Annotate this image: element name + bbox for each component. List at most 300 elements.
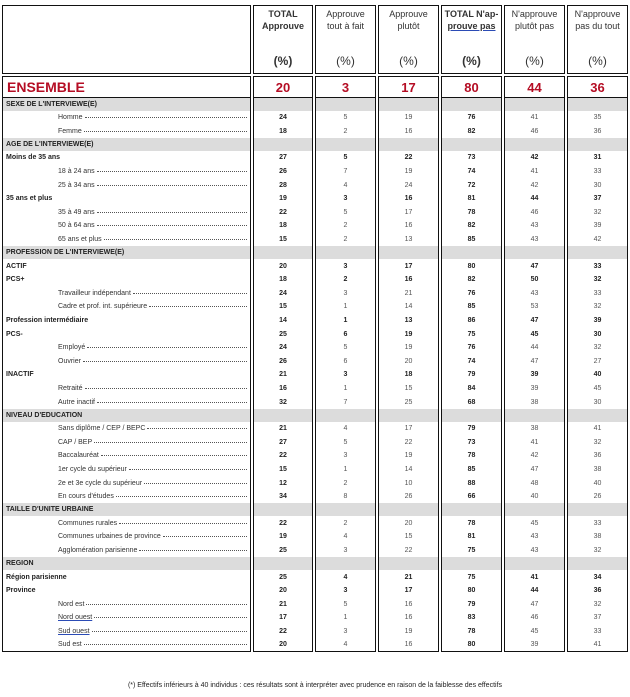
value: 19: [279, 195, 287, 203]
value: 3: [343, 452, 348, 460]
value-cell: [504, 476, 565, 490]
table-row: [2, 368, 628, 382]
value: 36: [593, 587, 602, 595]
row-label: [6, 439, 250, 446]
row-label: [6, 303, 250, 310]
table-row: [2, 422, 628, 436]
value-cell: [504, 382, 565, 396]
value: 76: [467, 289, 476, 297]
section-empty-cell: [253, 98, 313, 111]
value-cell: [441, 449, 502, 463]
row-label: [6, 533, 250, 540]
value: 40: [593, 371, 602, 379]
header-label-cell: [2, 5, 251, 74]
value-cell: [315, 516, 376, 530]
value-cell: [567, 449, 628, 463]
value-cell: [253, 111, 313, 125]
section-empty-cell: [567, 409, 628, 422]
value: 32: [593, 546, 602, 554]
value: 16: [404, 600, 413, 608]
value: 39: [530, 371, 539, 379]
value-cell: [441, 544, 502, 558]
header-napprouve-pas-du-tout: [567, 5, 628, 74]
value: 16: [404, 640, 413, 648]
row-label-text: 2e et 3e cycle du supérieur: [58, 479, 143, 487]
section-empty-cell: [315, 246, 376, 259]
value: 21: [279, 425, 287, 433]
dot-leader: [133, 293, 247, 294]
section-title: SEXE DE L'INTERVIEWE(E): [2, 98, 251, 111]
value: 24: [279, 344, 287, 352]
table-row: [2, 530, 628, 544]
value-cell: [441, 327, 502, 341]
value: 16: [404, 276, 413, 284]
table-row: [2, 125, 628, 139]
value-cell: [504, 192, 565, 206]
value: 76: [467, 344, 476, 352]
value: 18: [279, 127, 287, 135]
value: 72: [467, 181, 476, 189]
table-row: [2, 382, 628, 396]
row-label: [6, 614, 250, 621]
value-cell: [567, 341, 628, 355]
section-empty-cell: [253, 138, 313, 151]
value: 41: [530, 114, 539, 122]
value-cell: [567, 259, 628, 273]
value-cell: [253, 368, 313, 382]
row-label-text: Autre inactif: [58, 398, 95, 406]
value: 83: [467, 614, 476, 622]
value-cell: [567, 435, 628, 449]
value: 1: [343, 614, 348, 622]
value: 38: [530, 398, 539, 406]
value-cell: [504, 625, 565, 639]
value: 27: [279, 438, 287, 446]
table-row: [2, 300, 628, 314]
value-cell: [315, 219, 376, 233]
row-label-text: Travailleur indépendant: [58, 289, 131, 297]
value: 41: [530, 573, 539, 581]
value: 22: [279, 208, 287, 216]
value: 74: [467, 168, 476, 176]
row-label-cell: [2, 165, 251, 179]
value-cell: [378, 178, 439, 192]
row-label: [6, 128, 250, 135]
value-cell: [315, 178, 376, 192]
row-label: [6, 236, 250, 243]
value: 73: [467, 154, 476, 162]
section-empty-cell: [504, 409, 565, 422]
value: 22: [279, 627, 287, 635]
value: 32: [279, 398, 287, 406]
table-row: [2, 355, 628, 369]
value: 20: [404, 519, 413, 527]
value-cell: [441, 314, 502, 328]
ensemble-value: 36: [567, 76, 628, 98]
value-cell: [253, 570, 313, 584]
row-label-text: PCS-: [6, 330, 23, 338]
header-line2: plutôt: [397, 21, 420, 31]
value: 18: [404, 371, 413, 379]
value-cell: [315, 341, 376, 355]
value: 16: [404, 195, 413, 203]
table-row: [2, 463, 628, 477]
value: 18: [279, 222, 287, 230]
value-cell: [315, 355, 376, 369]
header-row: [2, 5, 628, 74]
row-label-cell: [2, 233, 251, 247]
value: 41: [530, 438, 539, 446]
value: 26: [404, 493, 413, 501]
section-empty-cell: [253, 557, 313, 570]
value: 14: [404, 303, 413, 311]
row-label-cell: [2, 111, 251, 125]
header-line1: TOTAL N'ap-: [444, 9, 499, 19]
value-cell: [504, 206, 565, 220]
value: 21: [279, 371, 287, 379]
value-cell: [378, 273, 439, 287]
header-unit: (%): [273, 54, 293, 68]
table-row: [2, 638, 628, 652]
row-label: [6, 601, 250, 608]
value: 42: [530, 452, 539, 460]
row-label-cell: [2, 355, 251, 369]
value-cell: [504, 570, 565, 584]
table-row: [2, 233, 628, 247]
value: 26: [279, 357, 287, 365]
row-label-text: Nord est: [58, 600, 85, 608]
value: 4: [343, 533, 348, 541]
header-line1: N'approuve: [511, 9, 558, 19]
value-cell: [378, 463, 439, 477]
row-label-text: Sud est: [58, 640, 82, 648]
value: 42: [530, 154, 539, 162]
value: 4: [343, 425, 348, 433]
section-empty-cell: [441, 138, 502, 151]
value: 2: [343, 222, 348, 230]
section-empty-cell: [504, 557, 565, 570]
section-header-row: [2, 98, 628, 111]
value-cell: [378, 570, 439, 584]
row-label-cell: [2, 490, 251, 504]
header-line2: prouve pas: [447, 21, 496, 31]
value: 85: [467, 465, 476, 473]
header-unit: (%): [588, 54, 607, 68]
value: 27: [593, 357, 602, 365]
value: 19: [404, 168, 413, 176]
value-cell: [441, 111, 502, 125]
value: 1: [343, 317, 348, 325]
value-cell: [441, 597, 502, 611]
value: 45: [593, 384, 602, 392]
value-cell: [315, 625, 376, 639]
value-cell: [315, 597, 376, 611]
section-empty-cell: [315, 409, 376, 422]
row-label: [6, 466, 250, 473]
table-row: [2, 435, 628, 449]
ensemble-value: 3: [315, 76, 376, 98]
value: 37: [593, 614, 602, 622]
value: 47: [530, 465, 539, 473]
value: 53: [530, 303, 539, 311]
value-cell: [253, 192, 313, 206]
value-cell: [441, 570, 502, 584]
value-cell: [253, 206, 313, 220]
row-label-cell: [2, 638, 251, 652]
value-cell: [441, 355, 502, 369]
value: 41: [530, 168, 539, 176]
value: 19: [404, 330, 413, 338]
row-label-text: En cours d'études: [58, 493, 114, 501]
value-cell: [441, 273, 502, 287]
table-body: [2, 98, 628, 652]
value: 43: [530, 533, 539, 541]
value-cell: [567, 530, 628, 544]
value-cell: [504, 341, 565, 355]
value-cell: [567, 395, 628, 409]
row-label-text: INACTIF: [6, 371, 34, 379]
table-row: [2, 165, 628, 179]
header-approuve-tout-a-fait: [315, 5, 376, 74]
row-label: [6, 520, 250, 527]
row-label: [6, 480, 250, 487]
value: 36: [593, 127, 602, 135]
row-label: [6, 182, 250, 189]
row-label-cell: [2, 544, 251, 558]
value-cell: [441, 395, 502, 409]
value: 47: [530, 600, 539, 608]
row-label: [6, 209, 250, 216]
row-label: [6, 385, 250, 392]
section-empty-cell: [378, 246, 439, 259]
value: 50: [530, 276, 539, 284]
value: 2: [343, 276, 348, 284]
value-cell: [315, 300, 376, 314]
value-cell: [567, 192, 628, 206]
value-cell: [504, 597, 565, 611]
value-cell: [253, 422, 313, 436]
value-cell: [315, 435, 376, 449]
value-cell: [504, 449, 565, 463]
value-cell: [504, 530, 565, 544]
value: 2: [343, 519, 348, 527]
table-row: [2, 192, 628, 206]
value-cell: [253, 125, 313, 139]
value: 43: [530, 546, 539, 554]
dot-leader: [147, 428, 247, 429]
value-cell: [504, 125, 565, 139]
value-cell: [504, 422, 565, 436]
section-title: PROFESSION DE L'INTERVIEWE(E): [2, 246, 251, 259]
value: 15: [279, 236, 287, 244]
table-row: [2, 314, 628, 328]
value: 86: [467, 317, 476, 325]
value: 76: [467, 114, 476, 122]
value-cell: [378, 530, 439, 544]
value: 40: [530, 493, 539, 501]
value-cell: [253, 355, 313, 369]
footnote: (*) Effectifs inférieurs à 40 individus : ces résultats sont à interpréter avec prudence en raison de la faiblesse des effectifs: [127, 682, 503, 689]
value: 33: [593, 168, 602, 176]
row-label-cell: [2, 219, 251, 233]
value: 28: [279, 181, 287, 189]
value-cell: [253, 341, 313, 355]
value: 38: [530, 425, 539, 433]
value-cell: [441, 125, 502, 139]
value: 85: [467, 303, 476, 311]
row-label-cell: [2, 597, 251, 611]
row-label-text: Sud ouest: [58, 627, 90, 635]
value-cell: [253, 476, 313, 490]
value-cell: [504, 151, 565, 165]
value: 25: [404, 398, 413, 406]
value-cell: [441, 611, 502, 625]
dot-leader: [129, 469, 247, 470]
value-cell: [315, 151, 376, 165]
value: 3: [343, 195, 348, 203]
value: 25: [279, 330, 287, 338]
dot-leader: [94, 617, 247, 618]
row-label-cell: [2, 422, 251, 436]
value: 73: [467, 438, 476, 446]
value-cell: [567, 570, 628, 584]
value: 19: [404, 452, 413, 460]
value-cell: [253, 165, 313, 179]
value-cell: [378, 327, 439, 341]
value: 20: [279, 262, 287, 270]
row-label: [6, 168, 250, 175]
value-cell: [253, 382, 313, 396]
value-cell: [378, 422, 439, 436]
row-label-text: CAP / BEP: [58, 438, 93, 446]
value: 20: [404, 357, 413, 365]
value-cell: [315, 449, 376, 463]
row-label-text: 1er cycle du supérieur: [58, 465, 127, 473]
value-cell: [378, 259, 439, 273]
section-empty-cell: [315, 138, 376, 151]
row-label-cell: [2, 382, 251, 396]
value-cell: [315, 165, 376, 179]
section-header-row: [2, 503, 628, 516]
row-label-cell: [2, 435, 251, 449]
value: 43: [530, 236, 539, 244]
dot-leader: [144, 483, 247, 484]
header-approuve-plutot: [378, 5, 439, 74]
section-empty-cell: [504, 98, 565, 111]
value: 37: [593, 195, 602, 203]
value: 21: [279, 600, 287, 608]
value: 44: [530, 344, 539, 352]
value-cell: [378, 125, 439, 139]
dot-leader: [84, 644, 247, 645]
row-label: [6, 628, 250, 635]
value-cell: [378, 544, 439, 558]
row-label-cell: [2, 125, 251, 139]
row-label-text: Ouvrier: [58, 357, 81, 365]
row-label: [6, 399, 250, 406]
value-cell: [567, 625, 628, 639]
table-row: [2, 544, 628, 558]
row-label-text: 35 ans et plus: [6, 195, 53, 203]
value-cell: [567, 151, 628, 165]
table-row: [2, 219, 628, 233]
value: 22: [404, 546, 413, 554]
value: 3: [343, 371, 348, 379]
value-cell: [315, 422, 376, 436]
dot-leader: [163, 536, 247, 537]
dot-leader: [104, 239, 247, 240]
row-label: [6, 425, 250, 432]
row-label-cell: [2, 395, 251, 409]
table-row: [2, 490, 628, 504]
value-cell: [441, 165, 502, 179]
row-label: [6, 371, 250, 378]
value-cell: [567, 463, 628, 477]
value-cell: [378, 355, 439, 369]
value: 47: [530, 357, 539, 365]
value: 3: [343, 587, 348, 595]
row-label-text: Cadre et prof. int. supérieure: [58, 303, 148, 311]
value-cell: [567, 422, 628, 436]
table-row: [2, 111, 628, 125]
value: 84: [467, 384, 476, 392]
section-empty-cell: [504, 138, 565, 151]
row-label: [6, 344, 250, 351]
row-label-text: Moins de 35 ans: [6, 154, 61, 162]
value: 82: [467, 276, 476, 284]
value-cell: [315, 233, 376, 247]
table-row: [2, 273, 628, 287]
table-row: [2, 206, 628, 220]
row-label-cell: [2, 327, 251, 341]
value: 5: [343, 114, 348, 122]
header-unit: (%): [399, 54, 418, 68]
value: 32: [593, 303, 602, 311]
section-empty-cell: [504, 503, 565, 516]
value: 32: [593, 344, 602, 352]
row-label-cell: [2, 151, 251, 165]
dot-leader: [97, 171, 247, 172]
value: 82: [467, 222, 476, 230]
value: 16: [404, 222, 413, 230]
value-cell: [378, 219, 439, 233]
dot-leader: [149, 306, 247, 307]
section-title: REGION: [2, 557, 251, 570]
value-cell: [253, 287, 313, 301]
table-row: [2, 259, 628, 273]
row-label-cell: [2, 287, 251, 301]
row-label-text: PCS+: [6, 276, 25, 284]
header-unit: (%): [462, 54, 481, 68]
value-cell: [441, 300, 502, 314]
row-label-text: Région parisienne: [6, 573, 67, 581]
value: 1: [343, 384, 348, 392]
section-empty-cell: [567, 98, 628, 111]
value-cell: [441, 151, 502, 165]
value-cell: [441, 341, 502, 355]
value-cell: [253, 584, 313, 598]
value-cell: [315, 192, 376, 206]
value: 13: [404, 236, 413, 244]
section-empty-cell: [567, 557, 628, 570]
value-cell: [315, 530, 376, 544]
value-cell: [441, 490, 502, 504]
value: 17: [404, 425, 413, 433]
value: 74: [467, 357, 476, 365]
value-cell: [378, 597, 439, 611]
value-cell: [378, 151, 439, 165]
ensemble-label: ENSEMBLE: [2, 76, 251, 98]
